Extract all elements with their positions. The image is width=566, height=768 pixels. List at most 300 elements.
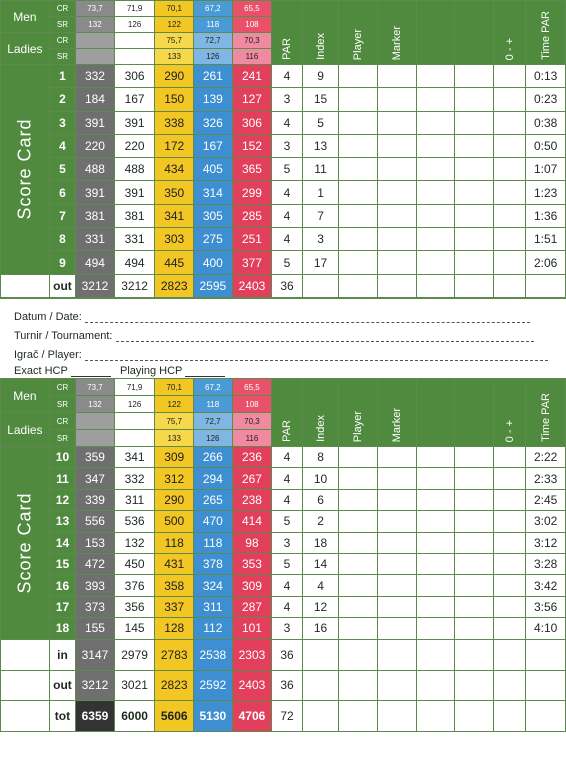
front-ladies-sr-label: SR [49, 49, 75, 65]
blank-cell[interactable] [416, 134, 455, 157]
front-player-header-text: Player [352, 28, 365, 60]
back-in-blank-cell[interactable] [377, 639, 416, 670]
back-out-red: 2403 [232, 670, 272, 700]
hole-number: 18 [49, 618, 75, 639]
back-tot-blank-cell[interactable] [493, 700, 526, 731]
back-out-white: 3021 [114, 670, 155, 700]
blank-cell[interactable] [455, 65, 494, 88]
distance-blue: 118 [194, 532, 233, 553]
distance-yellow: 341 [155, 204, 194, 227]
hole-number: 13 [49, 511, 75, 532]
front-men-label: Men [1, 1, 50, 33]
front-ladies-cr-blue: 72,7 [194, 33, 233, 49]
blank-cell[interactable] [455, 532, 494, 553]
player-score-cell[interactable] [339, 88, 378, 111]
distance-red: 101 [232, 618, 272, 639]
table-row [1, 88, 566, 111]
blank-cell[interactable] [416, 111, 455, 134]
blank-cell[interactable] [455, 111, 494, 134]
time-par-value: 0:13 [526, 65, 566, 88]
distance-blue: 405 [194, 158, 233, 181]
distance-red: 365 [232, 158, 272, 181]
back-in-blank-cell[interactable] [455, 639, 494, 670]
back-tot-par: 72 [272, 700, 302, 731]
back-men-cr-label: CR [49, 379, 75, 396]
back-tot-blank-cell[interactable] [416, 700, 455, 731]
back-tot-blank-cell[interactable] [339, 700, 378, 731]
table-row [1, 204, 566, 227]
hole-number: 4 [49, 134, 75, 157]
back-ladies-cr-blue: 72,7 [194, 413, 233, 430]
plusminus-cell[interactable] [493, 618, 526, 639]
distance-blue: 261 [194, 65, 233, 88]
plusminus-cell[interactable] [493, 134, 526, 157]
back-men-sr-yellow: 122 [155, 396, 194, 413]
index-value: 3 [302, 228, 339, 251]
blank-cell[interactable] [455, 575, 494, 596]
distance-blue: 470 [194, 511, 233, 532]
blank-cell[interactable] [455, 251, 494, 274]
front-ladies-cr-white [114, 33, 155, 49]
distance-white: 391 [114, 111, 155, 134]
back-men-sr-white: 126 [114, 396, 155, 413]
marker-score-cell[interactable] [377, 596, 416, 617]
back-blank-left [1, 639, 50, 670]
blank-cell[interactable] [416, 181, 455, 204]
back-in-blank-cell[interactable] [526, 639, 566, 670]
front-marker-header-text: Marker [390, 25, 403, 60]
hole-number: 6 [49, 181, 75, 204]
distance-blue: 112 [194, 618, 233, 639]
par-value: 4 [272, 204, 302, 227]
marker-score-cell[interactable] [377, 228, 416, 251]
table-row [1, 181, 566, 204]
back-out-blank-cell[interactable] [377, 670, 416, 700]
front-col-header-plusminus [493, 1, 526, 65]
distance-white: 494 [114, 251, 155, 274]
back-out-blank-cell[interactable] [455, 670, 494, 700]
distance-yellow: 290 [155, 65, 194, 88]
back-in-grey: 3147 [76, 639, 115, 670]
front-out-blank-cell[interactable] [302, 274, 339, 297]
distance-yellow: 309 [155, 447, 194, 468]
back-in-blue: 2538 [194, 639, 233, 670]
player-score-cell[interactable] [339, 158, 378, 181]
player-score-cell[interactable] [339, 511, 378, 532]
player-score-cell[interactable] [339, 181, 378, 204]
back-men-cr-blue: 67,2 [194, 379, 233, 396]
marker-score-cell[interactable] [377, 204, 416, 227]
front-out-blank-cell[interactable] [455, 274, 494, 297]
back-men-sr-label: SR [49, 396, 75, 413]
blank-cell[interactable] [416, 447, 455, 468]
back-men-sr-red: 108 [232, 396, 272, 413]
blank-cell[interactable] [455, 596, 494, 617]
back-ladies-sr-label: SR [49, 430, 75, 447]
plusminus-cell[interactable] [493, 111, 526, 134]
time-par-value: 3:12 [526, 532, 566, 553]
distance-red: 299 [232, 181, 272, 204]
distance-red: 127 [232, 88, 272, 111]
table-row [1, 111, 566, 134]
blank-cell[interactable] [455, 181, 494, 204]
index-value: 7 [302, 204, 339, 227]
time-par-value: 0:50 [526, 134, 566, 157]
front-score-card-label [1, 65, 50, 275]
marker-score-cell[interactable] [377, 575, 416, 596]
index-value: 9 [302, 65, 339, 88]
time-par-value: 0:38 [526, 111, 566, 134]
front-out-white: 3212 [114, 274, 155, 297]
distance-grey: 488 [76, 158, 115, 181]
distance-grey: 373 [76, 596, 115, 617]
distance-yellow: 303 [155, 228, 194, 251]
blank-cell[interactable] [416, 88, 455, 111]
front-ladies-cr-grey [76, 33, 115, 49]
blank-cell[interactable] [455, 88, 494, 111]
plusminus-cell[interactable] [493, 65, 526, 88]
player-score-cell[interactable] [339, 447, 378, 468]
back-player-header-text: Player [352, 410, 365, 442]
plusminus-cell[interactable] [493, 251, 526, 274]
plusminus-cell[interactable] [493, 532, 526, 553]
blank-cell[interactable] [455, 228, 494, 251]
distance-blue: 400 [194, 251, 233, 274]
par-value: 4 [272, 228, 302, 251]
blank-cell[interactable] [416, 596, 455, 617]
blank-cell[interactable] [416, 228, 455, 251]
player-score-cell[interactable] [339, 134, 378, 157]
distance-blue: 265 [194, 489, 233, 510]
distance-white: 331 [114, 228, 155, 251]
blank-cell[interactable] [416, 468, 455, 489]
player-score-cell[interactable] [339, 575, 378, 596]
back-tot-blank-cell[interactable] [377, 700, 416, 731]
front-out-blank-cell[interactable] [416, 274, 455, 297]
tournament-line[interactable] [14, 330, 534, 342]
front-men-cr-red: 65,5 [232, 1, 272, 17]
distance-blue: 275 [194, 228, 233, 251]
back-tot-white: 6000 [114, 700, 155, 731]
distance-white: 306 [114, 65, 155, 88]
distance-yellow: 128 [155, 618, 194, 639]
distance-yellow: 445 [155, 251, 194, 274]
back-out-blank-cell[interactable] [302, 670, 339, 700]
back-marker-header-text: Marker [390, 407, 403, 442]
back-men-label: Men [1, 379, 50, 413]
distance-white: 376 [114, 575, 155, 596]
distance-red: 285 [232, 204, 272, 227]
time-par-value: 3:28 [526, 553, 566, 574]
marker-score-cell[interactable] [377, 111, 416, 134]
blank-cell[interactable] [455, 553, 494, 574]
index-value: 18 [302, 532, 339, 553]
back-in-blank-cell[interactable] [339, 639, 378, 670]
distance-white: 132 [114, 532, 155, 553]
back-men-cr-white: 71,9 [114, 379, 155, 396]
par-value: 4 [272, 575, 302, 596]
back-out-par: 36 [272, 670, 302, 700]
distance-white: 391 [114, 181, 155, 204]
front-ladies-label: Ladies [1, 33, 50, 65]
blank-cell[interactable] [455, 468, 494, 489]
front-out-label: out [49, 274, 75, 297]
plusminus-cell[interactable] [493, 447, 526, 468]
player-label: Igrač / Player: [14, 349, 82, 361]
front-col-header-time-par [526, 1, 566, 65]
back-tot-red: 4706 [232, 700, 272, 731]
plusminus-cell[interactable] [493, 88, 526, 111]
back-in-blank-cell[interactable] [493, 639, 526, 670]
plusminus-cell[interactable] [493, 596, 526, 617]
plusminus-cell[interactable] [493, 181, 526, 204]
back-out-blank-cell[interactable] [416, 670, 455, 700]
player-score-cell[interactable] [339, 618, 378, 639]
tournament-field[interactable] [116, 332, 534, 342]
player-score-cell[interactable] [339, 65, 378, 88]
distance-grey: 472 [76, 553, 115, 574]
back-nine-table [0, 378, 566, 732]
distance-grey: 393 [76, 575, 115, 596]
par-value: 5 [272, 158, 302, 181]
front-men-cr-white: 71,9 [114, 1, 155, 17]
player-score-cell[interactable] [339, 596, 378, 617]
marker-score-cell[interactable] [377, 88, 416, 111]
exact-hcp[interactable] [14, 365, 111, 377]
table-row [1, 65, 566, 88]
player-score-cell[interactable] [339, 553, 378, 574]
distance-white: 488 [114, 158, 155, 181]
marker-score-cell[interactable] [377, 532, 416, 553]
table-row [1, 532, 566, 553]
front-men-cr-grey: 73,7 [76, 1, 115, 17]
plusminus-cell[interactable] [493, 204, 526, 227]
playing-hcp-field[interactable] [185, 367, 225, 377]
back-ladies-sr-yellow: 133 [155, 430, 194, 447]
blank-cell[interactable] [455, 489, 494, 510]
time-par-value: 0:23 [526, 88, 566, 111]
front-time-par-header-text: Time PAR [539, 11, 552, 60]
distance-white: 341 [114, 447, 155, 468]
player-score-cell[interactable] [339, 111, 378, 134]
marker-score-cell[interactable] [377, 489, 416, 510]
index-value: 13 [302, 134, 339, 157]
distance-red: 238 [232, 489, 272, 510]
blank-cell[interactable] [416, 65, 455, 88]
back-in-blank-cell[interactable] [416, 639, 455, 670]
index-value: 16 [302, 618, 339, 639]
marker-score-cell[interactable] [377, 618, 416, 639]
back-in-blank-cell[interactable] [302, 639, 339, 670]
distance-white: 450 [114, 553, 155, 574]
player-score-cell[interactable] [339, 489, 378, 510]
blank-cell[interactable] [455, 618, 494, 639]
back-col-header-time-par [526, 379, 566, 447]
back-tot-grey: 6359 [76, 700, 115, 731]
player-score-cell[interactable] [339, 228, 378, 251]
distance-yellow: 350 [155, 181, 194, 204]
back-men-cr-grey: 73,7 [76, 379, 115, 396]
distance-white: 220 [114, 134, 155, 157]
back-men-sr-grey: 132 [76, 396, 115, 413]
blank-cell[interactable] [416, 511, 455, 532]
hole-number: 1 [49, 65, 75, 88]
plusminus-cell[interactable] [493, 575, 526, 596]
distance-blue: 311 [194, 596, 233, 617]
front-men-sr-label: SR [49, 17, 75, 33]
hole-number: 12 [49, 489, 75, 510]
player-line[interactable] [14, 349, 548, 361]
back-tot-label: tot [49, 700, 75, 731]
table-row [1, 596, 566, 617]
back-col-header-plusminus [493, 379, 526, 447]
table-row [1, 158, 566, 181]
back-out-label: out [49, 670, 75, 700]
distance-grey: 391 [76, 181, 115, 204]
front-out-blank-cell[interactable] [493, 274, 526, 297]
blank-cell[interactable] [455, 511, 494, 532]
marker-score-cell[interactable] [377, 511, 416, 532]
player-field[interactable] [85, 351, 548, 361]
playing-hcp[interactable] [120, 365, 225, 377]
hole-number: 8 [49, 228, 75, 251]
distance-red: 309 [232, 575, 272, 596]
front-col-header-par [272, 1, 302, 65]
player-score-cell[interactable] [339, 204, 378, 227]
distance-blue: 139 [194, 88, 233, 111]
back-col-header-player [339, 379, 378, 447]
blank-cell[interactable] [416, 618, 455, 639]
front-score-card-text: Score Card [14, 118, 35, 220]
blank-cell[interactable] [416, 553, 455, 574]
distance-red: 152 [232, 134, 272, 157]
back-ladies-cr-yellow: 75,7 [155, 413, 194, 430]
back-ladies-sr-blue: 126 [194, 430, 233, 447]
blank-cell[interactable] [416, 158, 455, 181]
hole-number: 2 [49, 88, 75, 111]
front-out-blank-cell[interactable] [526, 274, 566, 297]
player-score-cell[interactable] [339, 468, 378, 489]
back-tot-blank-cell[interactable] [455, 700, 494, 731]
marker-score-cell[interactable] [377, 158, 416, 181]
plusminus-cell[interactable] [493, 468, 526, 489]
marker-score-cell[interactable] [377, 447, 416, 468]
back-in-par: 36 [272, 639, 302, 670]
player-score-cell[interactable] [339, 251, 378, 274]
date-field[interactable] [85, 313, 530, 323]
table-row [1, 511, 566, 532]
table-row [1, 134, 566, 157]
plusminus-cell[interactable] [493, 158, 526, 181]
plusminus-cell[interactable] [493, 553, 526, 574]
par-value: 4 [272, 489, 302, 510]
front-out-blank-cell[interactable] [339, 274, 378, 297]
distance-red: 353 [232, 553, 272, 574]
par-value: 4 [272, 596, 302, 617]
par-value: 5 [272, 251, 302, 274]
back-out-blank-cell[interactable] [493, 670, 526, 700]
marker-score-cell[interactable] [377, 65, 416, 88]
blank-cell[interactable] [416, 489, 455, 510]
table-row [1, 618, 566, 639]
back-ladies-sr-red: 116 [232, 430, 272, 447]
marker-score-cell[interactable] [377, 468, 416, 489]
back-ladies-cr-label: CR [49, 413, 75, 430]
marker-score-cell[interactable] [377, 134, 416, 157]
marker-score-cell[interactable] [377, 181, 416, 204]
plusminus-cell[interactable] [493, 228, 526, 251]
front-col-header-player [339, 1, 378, 65]
blank-cell[interactable] [416, 204, 455, 227]
blank-cell[interactable] [455, 447, 494, 468]
blank-cell[interactable] [455, 204, 494, 227]
back-blank-left [1, 700, 50, 731]
distance-red: 267 [232, 468, 272, 489]
back-tot-blank-cell[interactable] [526, 700, 566, 731]
distance-red: 287 [232, 596, 272, 617]
back-out-blank-cell[interactable] [526, 670, 566, 700]
par-value: 3 [272, 618, 302, 639]
hole-number: 17 [49, 596, 75, 617]
playing-hcp-label: Playing HCP [120, 365, 183, 377]
player-score-cell[interactable] [339, 532, 378, 553]
index-value: 14 [302, 553, 339, 574]
table-row [1, 447, 566, 468]
front-men-sr-grey: 132 [76, 17, 115, 33]
blank-cell[interactable] [455, 134, 494, 157]
blank-cell[interactable] [416, 251, 455, 274]
back-out-blank-cell[interactable] [339, 670, 378, 700]
back-tot-blank-cell[interactable] [302, 700, 339, 731]
front-out-blank-cell[interactable] [377, 274, 416, 297]
exact-hcp-field[interactable] [71, 367, 111, 377]
distance-yellow: 337 [155, 596, 194, 617]
marker-score-cell[interactable] [377, 553, 416, 574]
table-row [1, 228, 566, 251]
front-plusminus-header-text: 0 - + [503, 37, 516, 60]
back-out-row [1, 670, 566, 700]
blank-cell[interactable] [416, 575, 455, 596]
back-ladies-sr-grey [76, 430, 115, 447]
back-ladies-sr-white [114, 430, 155, 447]
front-ladies-cr-red: 70,3 [232, 33, 272, 49]
distance-red: 306 [232, 111, 272, 134]
front-out-par: 36 [272, 274, 302, 297]
front-par-header-text: PAR [281, 38, 293, 60]
front-col-header-index [302, 1, 339, 65]
scorecard-back [0, 378, 566, 768]
date-line[interactable] [14, 311, 530, 323]
front-men-sr-yellow: 122 [155, 17, 194, 33]
marker-score-cell[interactable] [377, 251, 416, 274]
distance-grey: 332 [76, 65, 115, 88]
blank-cell[interactable] [416, 532, 455, 553]
date-label: Datum / Date: [14, 311, 82, 323]
time-par-value: 2:33 [526, 468, 566, 489]
hole-number: 16 [49, 575, 75, 596]
time-par-value: 3:02 [526, 511, 566, 532]
blank-cell[interactable] [455, 158, 494, 181]
plusminus-cell[interactable] [493, 489, 526, 510]
plusminus-cell[interactable] [493, 511, 526, 532]
par-value: 4 [272, 65, 302, 88]
front-out-yellow: 2823 [155, 274, 194, 297]
distance-white: 311 [114, 489, 155, 510]
back-men-sr-blue: 118 [194, 396, 233, 413]
hole-number: 9 [49, 251, 75, 274]
distance-yellow: 312 [155, 468, 194, 489]
front-out-red: 2403 [232, 274, 272, 297]
